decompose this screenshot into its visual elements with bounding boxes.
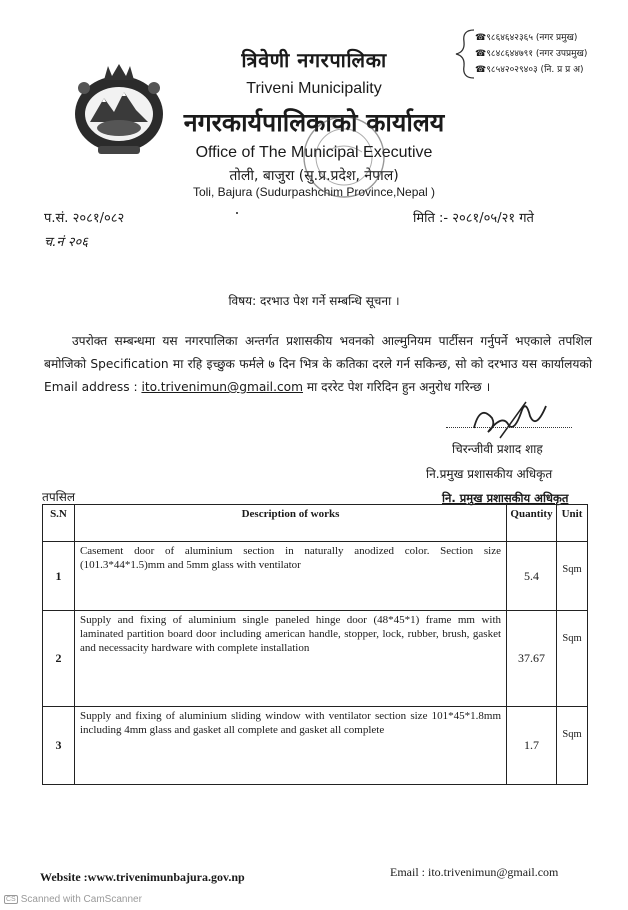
office-round-stamp — [296, 112, 392, 202]
phone-list — [475, 30, 587, 78]
camscanner-logo-icon: CS — [6, 895, 16, 903]
table-row — [43, 707, 588, 785]
cell-unit: Sqm — [557, 542, 588, 611]
cell-unit: Sqm — [557, 611, 588, 707]
designation-stamp: नि. प्रमुख प्रशासकीय अधिकृत — [442, 491, 569, 505]
phone-cao: ☎९८५४२०२९४०३ (नि. प्र प्र अ) — [475, 65, 584, 75]
dispatch-number: च.नं २०६ — [44, 235, 89, 250]
header-quantity: Quantity — [507, 505, 557, 542]
cell-description: Supply and fixing of aluminium sliding window with ventilator section size 101*45*1.8mm including 4mm glass and gasket all complete and gasket all complete — [74, 707, 506, 785]
signature-line — [446, 426, 572, 428]
header-en-office: Office of The Municipal Executive — [195, 144, 433, 161]
divider-dot — [236, 212, 238, 214]
header-np-title: त्रिवेणी नगरपालिका — [241, 48, 387, 72]
letter-date: मिति :- २०८१/०५/२१ गते — [413, 211, 534, 226]
footer-website[interactable]: Website :www.trivenimunbajura.gov.np — [40, 870, 245, 884]
cell-quantity: 5.4 — [507, 542, 557, 611]
table-row — [43, 611, 588, 707]
cell-quantity: 1.7 — [507, 707, 557, 785]
header-np-office: नगरकार्यपालिकाको कार्यालय — [183, 108, 445, 137]
header-en-address: Toli, Bajura (Sudurpashchim Province,Nepal ) — [192, 185, 436, 199]
phone-mayor: ☎९८६४६४२३६५ (नगर प्रमुख) — [475, 33, 578, 43]
cell-sn: 1 — [43, 542, 75, 611]
cell-description: Supply and fixing of aluminium single paneled hinge door (48*45*1) frame mm with laminated partition board door including american handle, stopper, lock, rubber, brush, gasket and necessacity hardware with complete installation — [74, 611, 506, 707]
handwritten-signature — [466, 396, 552, 442]
cell-description: Casement door of aluminium section in naturally anodized color. Section size (101.3*44*1.5)mm and 5mm glass with ventilator — [74, 542, 506, 611]
table-row — [43, 542, 588, 611]
works-table — [42, 504, 588, 785]
letter-body — [44, 330, 592, 399]
header-sn: S.N — [43, 505, 75, 542]
body-email-link[interactable]: ito.trivenimun@gmail.com — [141, 380, 303, 394]
camscanner-label: Scanned with CamScanner — [20, 894, 142, 905]
header-np-address: तोली, बाजुरा (सु.प्र.प्रदेश, नेपाल) — [229, 168, 399, 184]
camscanner-watermark — [4, 894, 142, 905]
subject-line: विषय: दरभाउ पेश गर्ने सम्बन्धि सूचना । — [228, 294, 400, 308]
cell-quantity: 37.67 — [507, 611, 557, 707]
body-part-1: उपरोक्त सम्बन्धमा यस नगरपालिका अन्तर्गत प्रशासकीय भवनको आल्मुनियम पार्टीसन गर्नुपर्ने भएकाले तपशिल बमोजिको Specification मा रहि इच्छुक फर्मले ७ दिन भित्र के कतिका दरले गर्न सकिन्छ, सो को दरभाउ यस कार्यालयको Email address : — [44, 334, 592, 394]
header-unit: Unit — [557, 505, 588, 542]
table-header-row — [43, 505, 588, 542]
signatory-name: चिरन्जीवी प्रशाद शाह — [452, 442, 543, 456]
cell-unit: Sqm — [557, 707, 588, 785]
cell-sn: 3 — [43, 707, 75, 785]
footer-email[interactable]: Email : ito.trivenimun@gmail.com — [390, 865, 559, 879]
cell-sn: 2 — [43, 611, 75, 707]
header-description: Description of works — [74, 505, 506, 542]
body-part-2: मा दररेट पेश गरिदिन हुन अनुरोध गरिन्छ । — [302, 380, 491, 394]
reference-number: प.सं. २०८१/०८२ — [44, 211, 125, 226]
table-caption: तपसिल — [42, 490, 76, 504]
signatory-title: नि.प्रमुख प्रशासकीय अधिकृत — [426, 467, 553, 481]
phone-deputy-mayor: ☎९८४८६४४७९१ (नगर उपप्रमुख) — [475, 49, 588, 59]
header-en-title: Triveni Municipality — [246, 80, 382, 97]
